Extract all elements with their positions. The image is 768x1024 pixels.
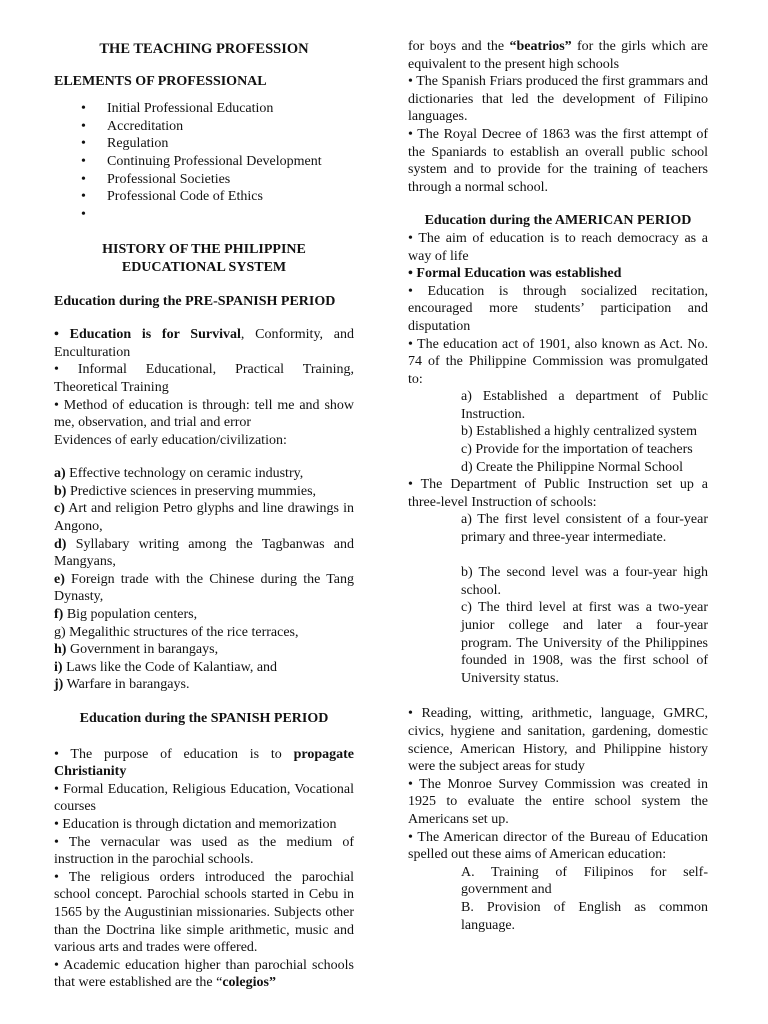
act-item: a) Established a department of Public Instruction. [461, 389, 708, 422]
list-item: • Continuing Professional Development [54, 153, 354, 171]
spanish-continuation: for boys and the “beatrios” for the girls which are equivalent to the present high schools [408, 39, 708, 72]
spanish-paragraph-4: • The vernacular was used as the medium of instruction in the parochial schools. [54, 834, 354, 868]
list-item: • Accreditation [54, 118, 354, 136]
elements-list [54, 100, 354, 223]
history-heading-line-1: HISTORY OF THE PHILIPPINE [102, 242, 306, 258]
american-paragraph-5: • The Department of Public Instruction set up a three-level Instruction of schools: [408, 477, 708, 510]
evidence-item: i) Laws like the Code of Kalantiaw, and [54, 659, 278, 675]
spacer [408, 547, 708, 565]
level-item-b: b) The second level was a four-year high school. [461, 565, 708, 598]
evidences-list [54, 465, 354, 694]
prespanish-paragraph-3: • Method of education is through: tell me and show me, observation, and trial and error [54, 397, 354, 431]
royal-decree-paragraph: • The Royal Decree of 1863 was the first attempt of the Spaniards to establish an overall public school system and to provide for the training of teachers through a normal school. [408, 126, 708, 195]
evidence-item: c) Art and religion Petro glyphs and line drawings in Angono, [54, 501, 354, 535]
aim-item: A. Training of Filipinos for self-government and [461, 864, 708, 898]
american-heading: Education during the AMERICAN PERIOD [424, 213, 692, 229]
act-item: c) Provide for the importation of teachers [461, 442, 693, 458]
beatrios-bold-text: “beatrios” [509, 39, 572, 54]
american-paragraph-6: • Reading, witting, arithmetic, language, GMRC, civics, hygiene and sanitation, gardening, domestic science, American History, and Philippine history were the subject areas for study [408, 706, 708, 775]
elements-heading: ELEMENTS OF PROFESSIONAL [54, 73, 267, 89]
american-paragraph-2: • Formal Education was established [408, 266, 622, 282]
left-column [54, 38, 354, 992]
american-paragraph-7: • The Monroe Survey Commission was created in 1925 to evaluate the entire school system the Americans set up. [408, 776, 708, 827]
page-title: THE TEACHING PROFESSION [99, 41, 309, 57]
list-item: • Initial Professional Education [54, 100, 354, 118]
evidence-item: a) Effective technology on ceramic industry, [54, 466, 304, 482]
spanish-paragraph-2: • Formal Education, Religious Education, Vocational courses [54, 781, 354, 815]
spanish-paragraph-1: • The purpose of education is to propagate Christianity [54, 746, 354, 780]
prespanish-heading: Education during the PRE-SPANISH PERIOD [54, 293, 336, 309]
list-item: • Professional Code of Ethics [54, 188, 354, 206]
history-heading [54, 241, 354, 276]
spanish-paragraph-3: • Education is through dictation and memorization [54, 816, 337, 832]
level-item-c: c) The third level at first was a two-year junior college and later a four-year program. The University of the Philippines founded in 1908, was the first school of University status. [461, 600, 708, 686]
prespanish-paragraph-1: • Education is for Survival, Conformity, and Enculturation [54, 327, 355, 360]
evidence-item: f) Big population centers, [54, 607, 198, 623]
evidence-item: h) Government in barangays, [54, 642, 219, 658]
right-column [408, 38, 708, 934]
evidence-item: j) Warfare in barangays. [54, 677, 190, 693]
level-item-a: a) The first level consistent of a four-year primary and three-year intermediate. [461, 512, 708, 546]
evidence-item: e) Foreign trade with the Chinese during the Tang Dynasty, [54, 571, 354, 605]
spanish-heading: Education during the SPANISH PERIOD [79, 711, 329, 726]
friars-paragraph: • The Spanish Friars produced the first grammars and dictionaries that led the development of Filipino languages. [408, 74, 708, 125]
american-paragraph-8: • The American director of the Bureau of Education spelled out these aims of American education: [408, 829, 708, 863]
aim-item: B. Provision of English as common language. [461, 899, 708, 933]
list-item [54, 206, 354, 224]
list-item: • Professional Societies [54, 171, 354, 189]
evidence-item: b) Predictive sciences in preserving mummies, [54, 483, 317, 499]
prespanish-paragraph-4: Evidences of early education/civilization: [54, 432, 287, 448]
act-item: d) Create the Philippine Normal School [461, 459, 684, 475]
american-paragraph-3: • Education is through socialized recitation, encouraged more students’ participation and disputation [408, 283, 708, 334]
prespanish-paragraph-2: • Informal Educational, Practical Training, Theoretical Training [54, 362, 354, 395]
american-paragraph-4: • The education act of 1901, also known as Act. No. 74 of the Philippine Commission was promulgated to: [408, 336, 708, 387]
act-item: b) Established a highly centralized system [461, 424, 697, 440]
act-items-list [408, 388, 708, 476]
list-item: • Regulation [54, 135, 354, 153]
american-paragraph-1: • The aim of education is to reach democracy as a way of life [408, 230, 708, 264]
history-heading-line-2: EDUCATIONAL SYSTEM [121, 259, 287, 275]
spanish-paragraph-5: • The religious orders introduced the parochial school concept. Parochial schools started in Cebu in 1565 by the Augustinian missionaries. Subjects other than the Doctrina like simple arithmetic, music and various arts and trades were offered. [54, 869, 354, 956]
spanish-paragraph-6: • Academic education higher than parochial schools that were established are the “colegios” [54, 957, 354, 991]
survival-bold-text: • Education is for Survival [54, 327, 241, 343]
colegios-bold-text: colegios” [222, 975, 276, 991]
propagate-bold-text: propagate Christianity [54, 746, 354, 780]
evidence-item: d) Syllabary writing among the Tagbanwas and Mangyans, [54, 536, 354, 570]
evidence-item: g) Megalithic structures of the rice terraces, [54, 624, 299, 640]
